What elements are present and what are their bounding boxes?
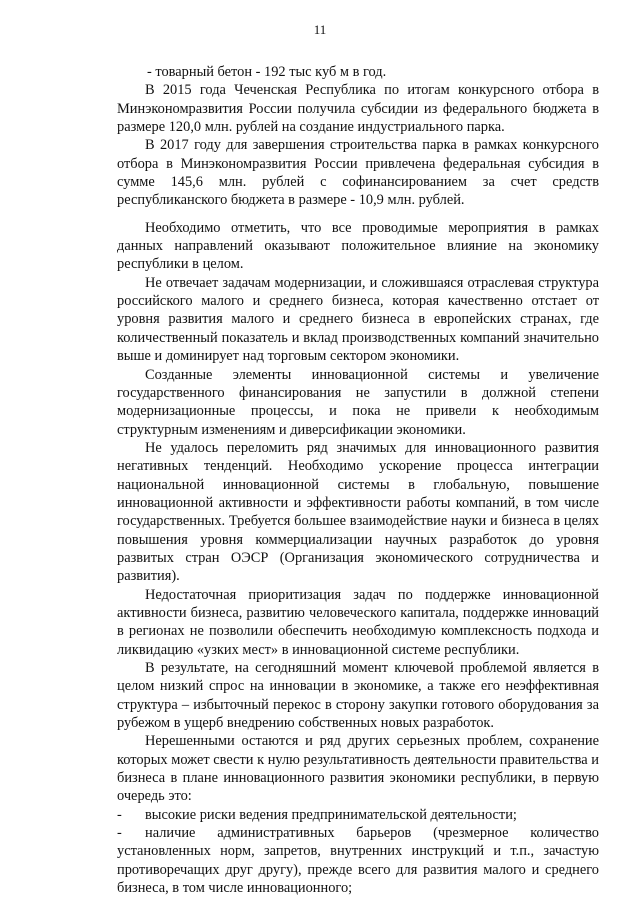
paragraph-positive-impact: Необходимо отметить, что все проводимые мероприятия в рамках данных направлений оказывают положительное влияние на экономику республики в целом. <box>117 219 599 273</box>
paragraph-innovation-system: Созданные элементы инновационной системы и увеличение государственного финансирования не запустили в должной степени модернизационные процессы, и пока не привели к необходимым структурным изменениям и диверсификации экономики. <box>117 366 599 438</box>
paragraph-sme-structure: Не отвечает задачам модернизации, и сложившаяся отраслевая структура российского малого и среднего бизнеса, которая качественно отстает от уровня развития малого и среднего бизнеса в европейских странах, где количественный показатель и вклад производственных компаний значительно выше и доминирует над торговым сектором экономики. <box>117 274 599 365</box>
list-item <box>117 824 599 897</box>
paragraph-unresolved-problems: Нерешенными остаются и ряд других серьезных проблем, сохранение которых может свести к нулю результативность деятельности правительства и бизнеса в плане инновационного развития экономики республики, в первую очередь это: <box>117 733 599 805</box>
paragraph-industrial-park-2015: В 2015 года Чеченская Республика по итогам конкурсного отбора в Минэкономразвития России получила субсидии из федерального бюджета в размере 120,0 млн. рублей на создание индустриального парка. <box>117 82 599 136</box>
list-item-text: высокие риски ведения предпринимательской деятельности; <box>145 806 517 823</box>
paragraph-low-demand: В результате, на сегодняшний момент ключевой проблемой является в целом низкий спрос на инновации в экономике, а также его неэффективная структура – избыточный перекос в сторону закупки готового оборудования за рубежом в ущерб внедрению собственных новых разработок. <box>117 660 599 732</box>
list-marker: - <box>117 825 122 842</box>
paragraph-industrial-park-2017: В 2017 году для завершения строительства парка в рамках конкурсного отбора в Минэкономразвития России привлечена федеральная субсидия в сумме 145,6 млн. рублей с софинансированием за счет средств республиканского бюджета в размере - 10,9 млн. рублей. <box>117 137 599 209</box>
list-item-text: наличие административных барьеров (чрезмерное количество установленных норм, запретов, внутренних инструкций и т.п., зачастую противоречащих друг другу), прежде всего для развития малого и среднего бизнеса, в том числе инновационного; <box>117 825 599 897</box>
list-item <box>117 806 599 824</box>
document-body <box>117 63 599 897</box>
paragraph-negative-trends: Не удалось переломить ряд значимых для инновационного развития негативных тенденций. Необходимо ускорение процесса интеграции национальной инновационной системы в глобальную, повышение инновационной активности и эффективности работы компаний, в том числе государственных. Требуется большее взаимодействие науки и бизнеса в целях повышения уровня коммерциализации научных разработок до уровня развитых стран ОЭСР (Организация экономического сотрудничества и развития). <box>117 439 599 585</box>
page-number: 11 <box>313 22 327 37</box>
paragraph-product-concrete: - товарный бетон - 192 тыс куб м в год. <box>147 64 387 80</box>
paragraph-prioritization: Недостаточная приоритизация задач по поддержке инновационной активности бизнеса, развитию человеческого капитала, поддержке инноваций в регионах не позволили обеспечить необходимую комплексность подхода и ликвидацию «узких мест» в инновационной системе республики. <box>117 586 599 658</box>
list-marker: - <box>117 806 122 823</box>
